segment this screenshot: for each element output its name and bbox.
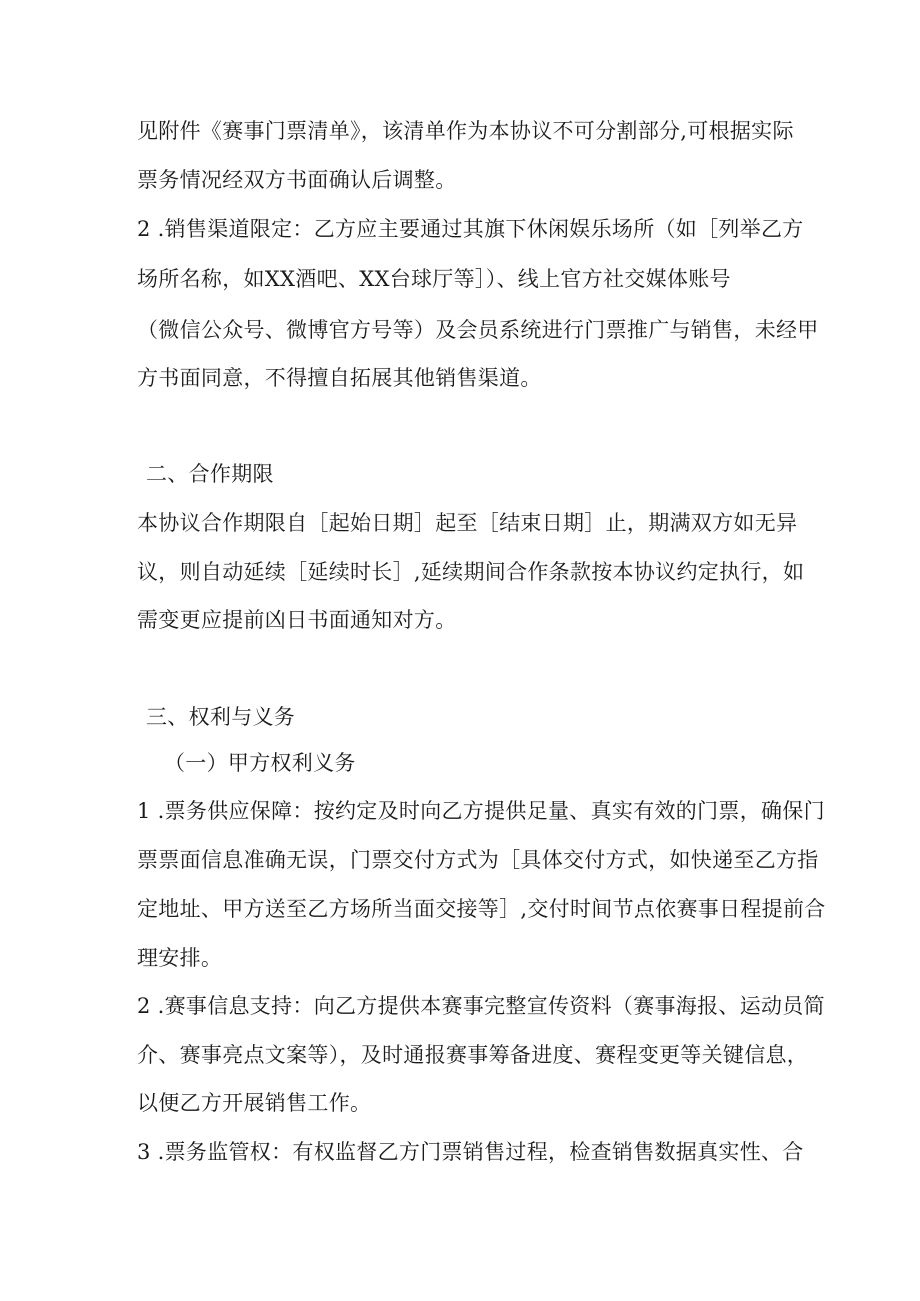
- text-line: 以便乙方开展销售工作。: [137, 1091, 372, 1115]
- text-line: 需变更应提前凶日书面通知对方。: [137, 608, 457, 632]
- text-line: 1 .票务供应保障：按约定及时向乙方提供足量、真实有效的门票，确保门: [137, 799, 825, 823]
- text-line: 2 .销售渠道限定：乙方应主要通过其旗下休闲娱乐场所（如［列举乙方: [137, 217, 804, 241]
- text-line: 票票面信息准确无误，门票交付方式为［具体交付方式，如快递至乙方指: [137, 848, 819, 872]
- text-line: 票务情况经双方书面确认后调整。: [137, 168, 457, 192]
- text-line: 3 .票务监管权：有权监督乙方门票销售过程，检查销售数据真实性、合: [137, 1140, 804, 1164]
- text-line: 定地址、甲方送至乙方场所当面交接等］,交付时间节点依赛事日程提前合: [137, 897, 826, 921]
- text-line: 见附件《赛事门票清单》，该清单作为本协议不可分割部分,可根据实际: [137, 119, 794, 143]
- section-heading-term: 二、合作期限: [146, 462, 274, 486]
- text-line: 2 .赛事信息支持：向乙方提供本赛事完整宣传资料（赛事海报、运动员简: [137, 994, 825, 1018]
- text-line: （微信公众号、微博官方号等）及会员系统进行门票推广与销售，未经甲: [137, 318, 819, 342]
- text-line: 本协议合作期限自［起始日期］起至［结束日期］止，期满双方如无异: [137, 511, 798, 535]
- text-line: 方书面同意，不得擅自拓展其他销售渠道。: [137, 366, 542, 390]
- text-line: 场所名称，如XX酒吧、XX台球厅等］）、线上官方社交媒体账号: [137, 267, 731, 291]
- text-line: 介、赛事亮点文案等），及时通报赛事筹备进度、赛程变更等关键信息，: [137, 1043, 809, 1067]
- text-line: 议，则自动延续［延续时长］,延续期间合作条款按本协议约定执行，如: [137, 560, 805, 584]
- subsection-heading-party-a: （一）甲方权利义务: [164, 751, 356, 775]
- section-heading-rights: 三、权利与义务: [146, 705, 296, 729]
- text-line: 理安排。: [137, 946, 223, 970]
